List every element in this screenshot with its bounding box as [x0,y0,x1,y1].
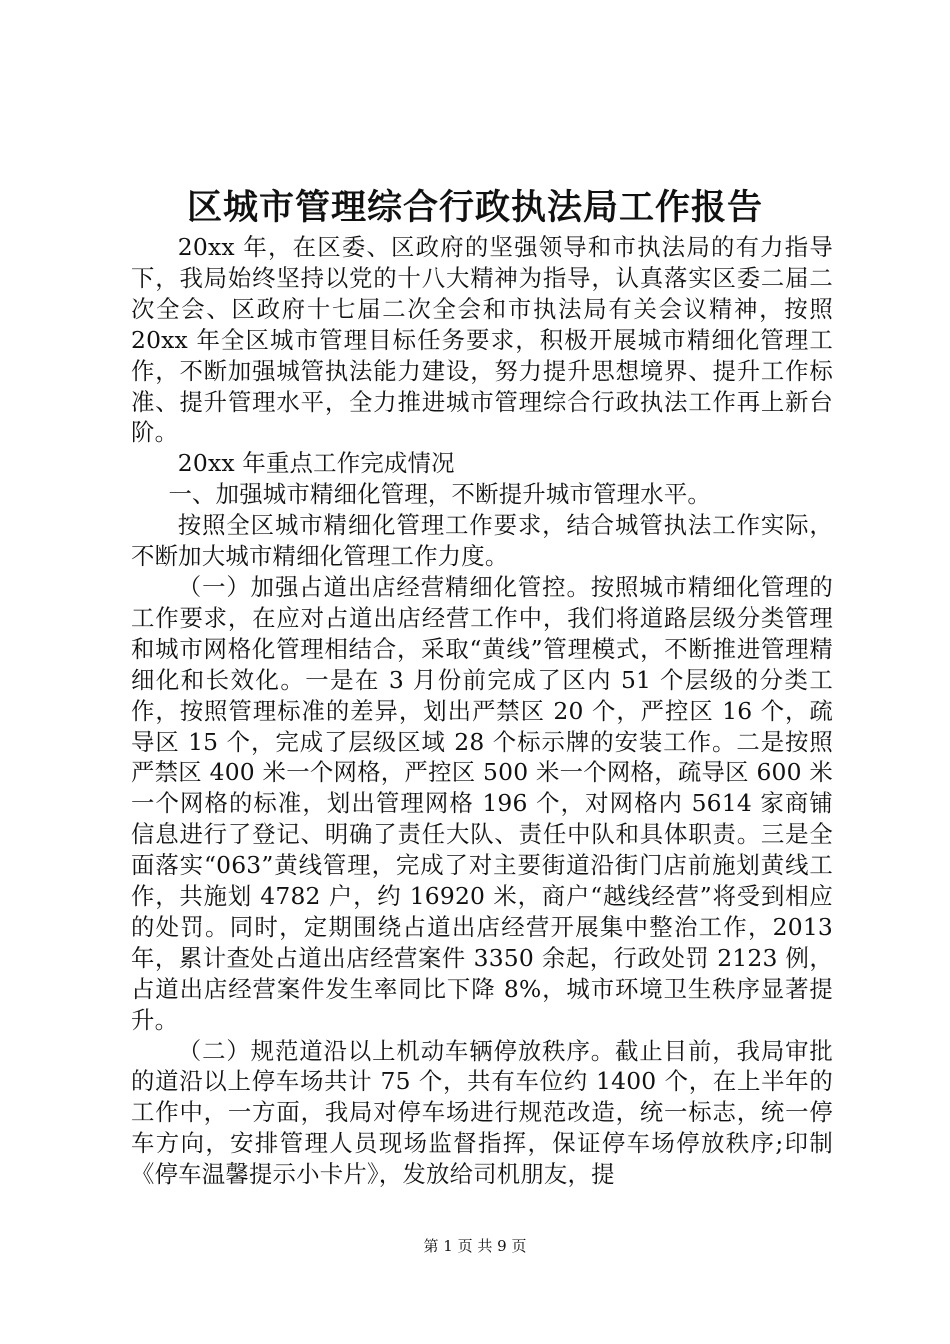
paragraph-subitem-two: （二）规范道沿以上机动车辆停放秩序。截止目前，我局审批的道沿以上停车场共计 75 个，共有车位约 1400 个，在上半年的工作中，一方面，我局对停车场进行规范改造，统一标志，统一停车方向，安排管理人员现场监督指挥，保证停车场停放秩序;印制《停车温馨提示小卡片》，发放给司机朋友，提 [131,1036,833,1189]
paragraph-item-one-heading: 一、加强城市精细化管理，不断提升城市管理水平。 [168,480,712,509]
paragraph-subitem-one: （一）加强占道出店经营精细化管控。按照城市精细化管理的工作要求，在应对占道出店经营工作中，我们将道路层级分类管理和城市网格化管理相结合，采取“黄线”管理模式，不断推进管理精细化和长效化。一是在 3 月份前完成了区内 51 个层级的分类工作，按照管理标准的差异，划出严禁区 20 个，严控区 16 个，疏导区 15 个，完成了层级区域 28 个标示牌的安装工作。二是按照严禁区 400 米一个网格，严控区 500 米一个网格，疏导区 600 米一个网格的标准，划出管理网格 196 个，对网格内 5614 家商铺信息进行了登记、明确了责任大队、责任中队和具体职责。三是全面落实“063”黄线管理，完成了对主要街道沿街门店前施划黄线工作，共施划 4782 户，约 16920 米，商户“越线经营”将受到相应的处罚。同时，定期围绕占道出店经营开展集中整治工作，2013 年，累计查处占道出店经营案件 3350 余起，行政处罚 2123 例，占道出店经营案件发生率同比下降 8%，城市环境卫生秩序显著提升。 [131,572,833,1034]
paragraph-item-one-intro: 按照全区城市精细化管理工作要求，结合城管执法工作实际，不断加大城市精细化管理工作力度。 [131,511,833,571]
page-number-footer: 第 1 页 共 9 页 [423,1237,527,1255]
document-body [131,232,833,1190]
paragraph-intro: 20xx 年，在区委、区政府的坚强领导和市执法局的有力指导下，我局始终坚持以党的十八大精神为指导，认真落实区委二届二次全会、区政府十七届二次全会和市执法局有关会议精神，按照 20xx 年全区城市管理目标任务要求，积极开展城市精细化管理工作，不断加强城管执法能力建设，努力提升思想境界、提升工作标准、提升管理水平，全力推进城市管理综合行政执法工作再上新台阶。 [131,233,833,447]
paragraph-section-heading: 20xx 年重点工作完成情况 [177,449,455,478]
document-title: 区城市管理综合行政执法局工作报告 [186,188,763,228]
